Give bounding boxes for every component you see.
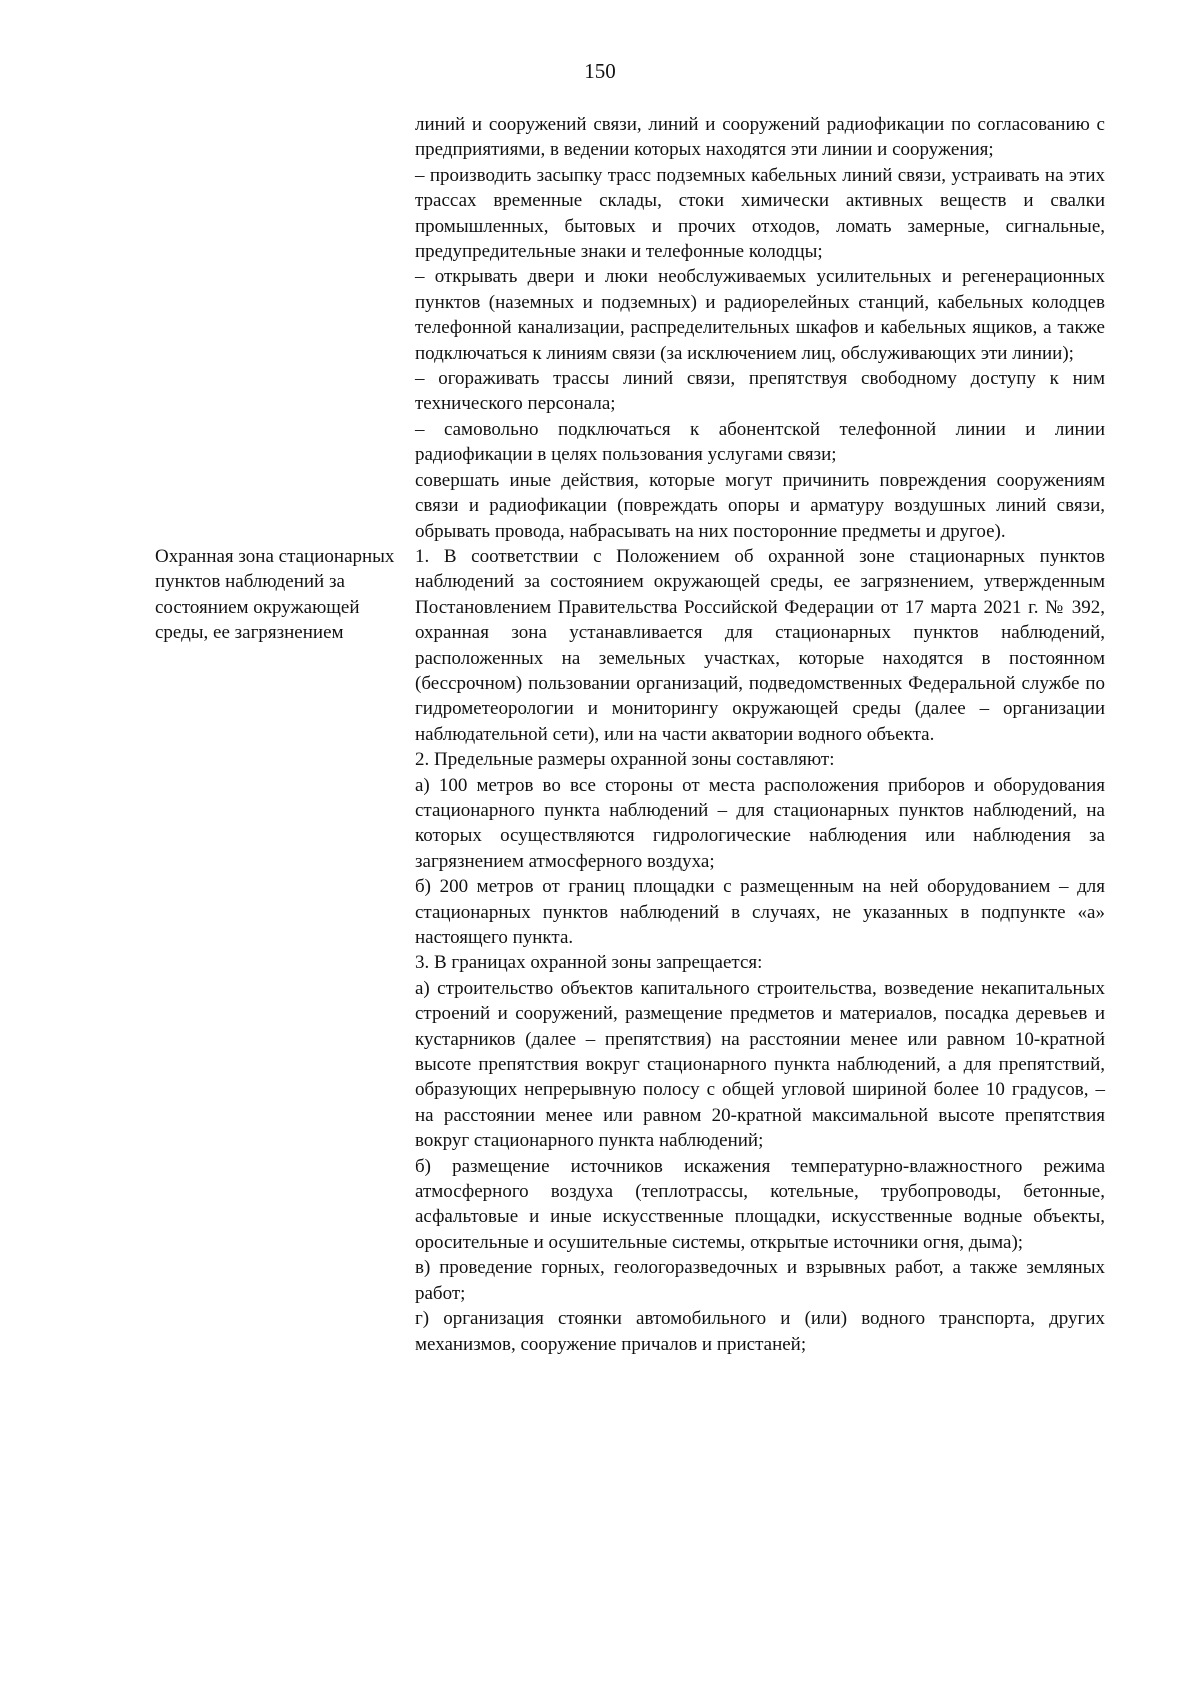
zone-description xyxy=(415,544,1105,1357)
zone-row xyxy=(155,544,1105,1357)
continuation-paragraph: – самовольно подключаться к абонентской телефонной линии и линии радиофикации в целях пользования услугами связи; xyxy=(415,418,1105,466)
continuation-paragraph: – открывать двери и люки необслуживаемых усилительных и регенерационных пунктов (наземных и подземных) и радиорелейных станций, кабельных колодцев телефонной канализации, распределительных шкафов и кабельных ящиков, а также подключаться к линиям связи (за исключением лиц, обслуживающих эти линии); xyxy=(415,266,1105,364)
zone-paragraph: б) 200 метров от границ площадки с размещенным на ней оборудованием – для стационарных пунктов наблюдений в случаях, не указанных в подпункте «а» настоящего пункта. xyxy=(415,876,1105,948)
continuation-paragraph: – производить засыпку трасс подземных кабельных линий связи, устраивать на этих трассах временные склады, стоки химически активных веществ и свалки промышленных, бытовых и прочих отходов, ломать замерные, сигнальные, предупредительные знаки и телефонные колодцы; xyxy=(415,164,1105,263)
continuation-row xyxy=(155,112,1105,544)
zone-title: Охранная зона стационарных пунктов наблюдений за состоянием окружающей среды, ее загрязнением xyxy=(155,545,395,644)
page-number: 150 xyxy=(584,59,616,83)
continuation-paragraph: линий и сооружений связи, линий и сооружений радиофикации по согласованию с предприятиями, в ведении которых находятся эти линии и сооружения; xyxy=(415,114,1105,161)
zone-paragraph: г) организация стоянки автомобильного и (или) водного транспорта, других механизмов, сооружение причалов и пристаней; xyxy=(415,1308,1105,1355)
zone-paragraph: 3. В границах охранной зоны запрещается: xyxy=(415,952,763,974)
zone-paragraph: а) строительство объектов капитального строительства, возведение некапитальных строений и сооружений, размещение предметов и материалов, посадка деревьев и кустарников (далее – препятствия) на расстоянии менее или равном 10-кратной высоте препятствия вокруг стационарного пункта наблюдений, а для препятствий, образующих непрерывную полосу с общей угловой шириной более 10 градусов, – на расстоянии менее или равном 20-кратной максимальной высоте препятствия вокруг стационарного пункта наблюдений; xyxy=(415,977,1105,1152)
continuation-paragraph: совершать иные действия, которые могут причинить повреждения сооружениям связи и радиофикации (повреждать опоры и арматуру воздушных линий связи, обрывать провода, набрасывать на них посторонние предметы и другое). xyxy=(415,469,1105,542)
continuation-paragraph: – огораживать трассы линий связи, препятствуя свободному доступу к ним технического персонала; xyxy=(415,368,1105,415)
zone-paragraph: 2. Предельные размеры охранной зоны составляют: xyxy=(415,749,835,771)
zone-paragraph: б) размещение источников искажения температурно-влажностного режима атмосферного воздуха (теплотрассы, котельные, трубопроводы, бетонные, асфальтовые и иные искусственные площадки, искусственные водные объекты, оросительные и осушительные системы, открытые источники огня, дыма); xyxy=(415,1155,1105,1253)
zone-paragraph: 1. В соответствии с Положением об охранной зоне стационарных пунктов наблюдений за состоянием окружающей среды, ее загрязнением, утвержденным Постановлением Правительства Российской Федерации от 17 марта 2021 г. № 392, охранная зона устанавливается для стационарных пунктов наблюдений, расположенных на земельных участках, которые находятся в постоянном (бессрочном) пользовании организаций, подведомственных Федеральной службе по гидрометеорологии и мониторингу окружающей среды (далее – организации наблюдательной сети), или на части акватории водного объекта. xyxy=(415,545,1105,745)
zone-paragraph: в) проведение горных, геологоразведочных и взрывных работ, а также земляных работ; xyxy=(415,1257,1105,1304)
document-content xyxy=(155,112,1105,1357)
zone-paragraph: а) 100 метров во все стороны от места расположения приборов и оборудования стационарного пункта наблюдений – для стационарных пунктов наблюдений, на которых осуществляются гидрологические наблюдения или наблюдения за загрязнением атмосферного воздуха; xyxy=(415,774,1105,872)
continuation-cell xyxy=(415,112,1105,544)
